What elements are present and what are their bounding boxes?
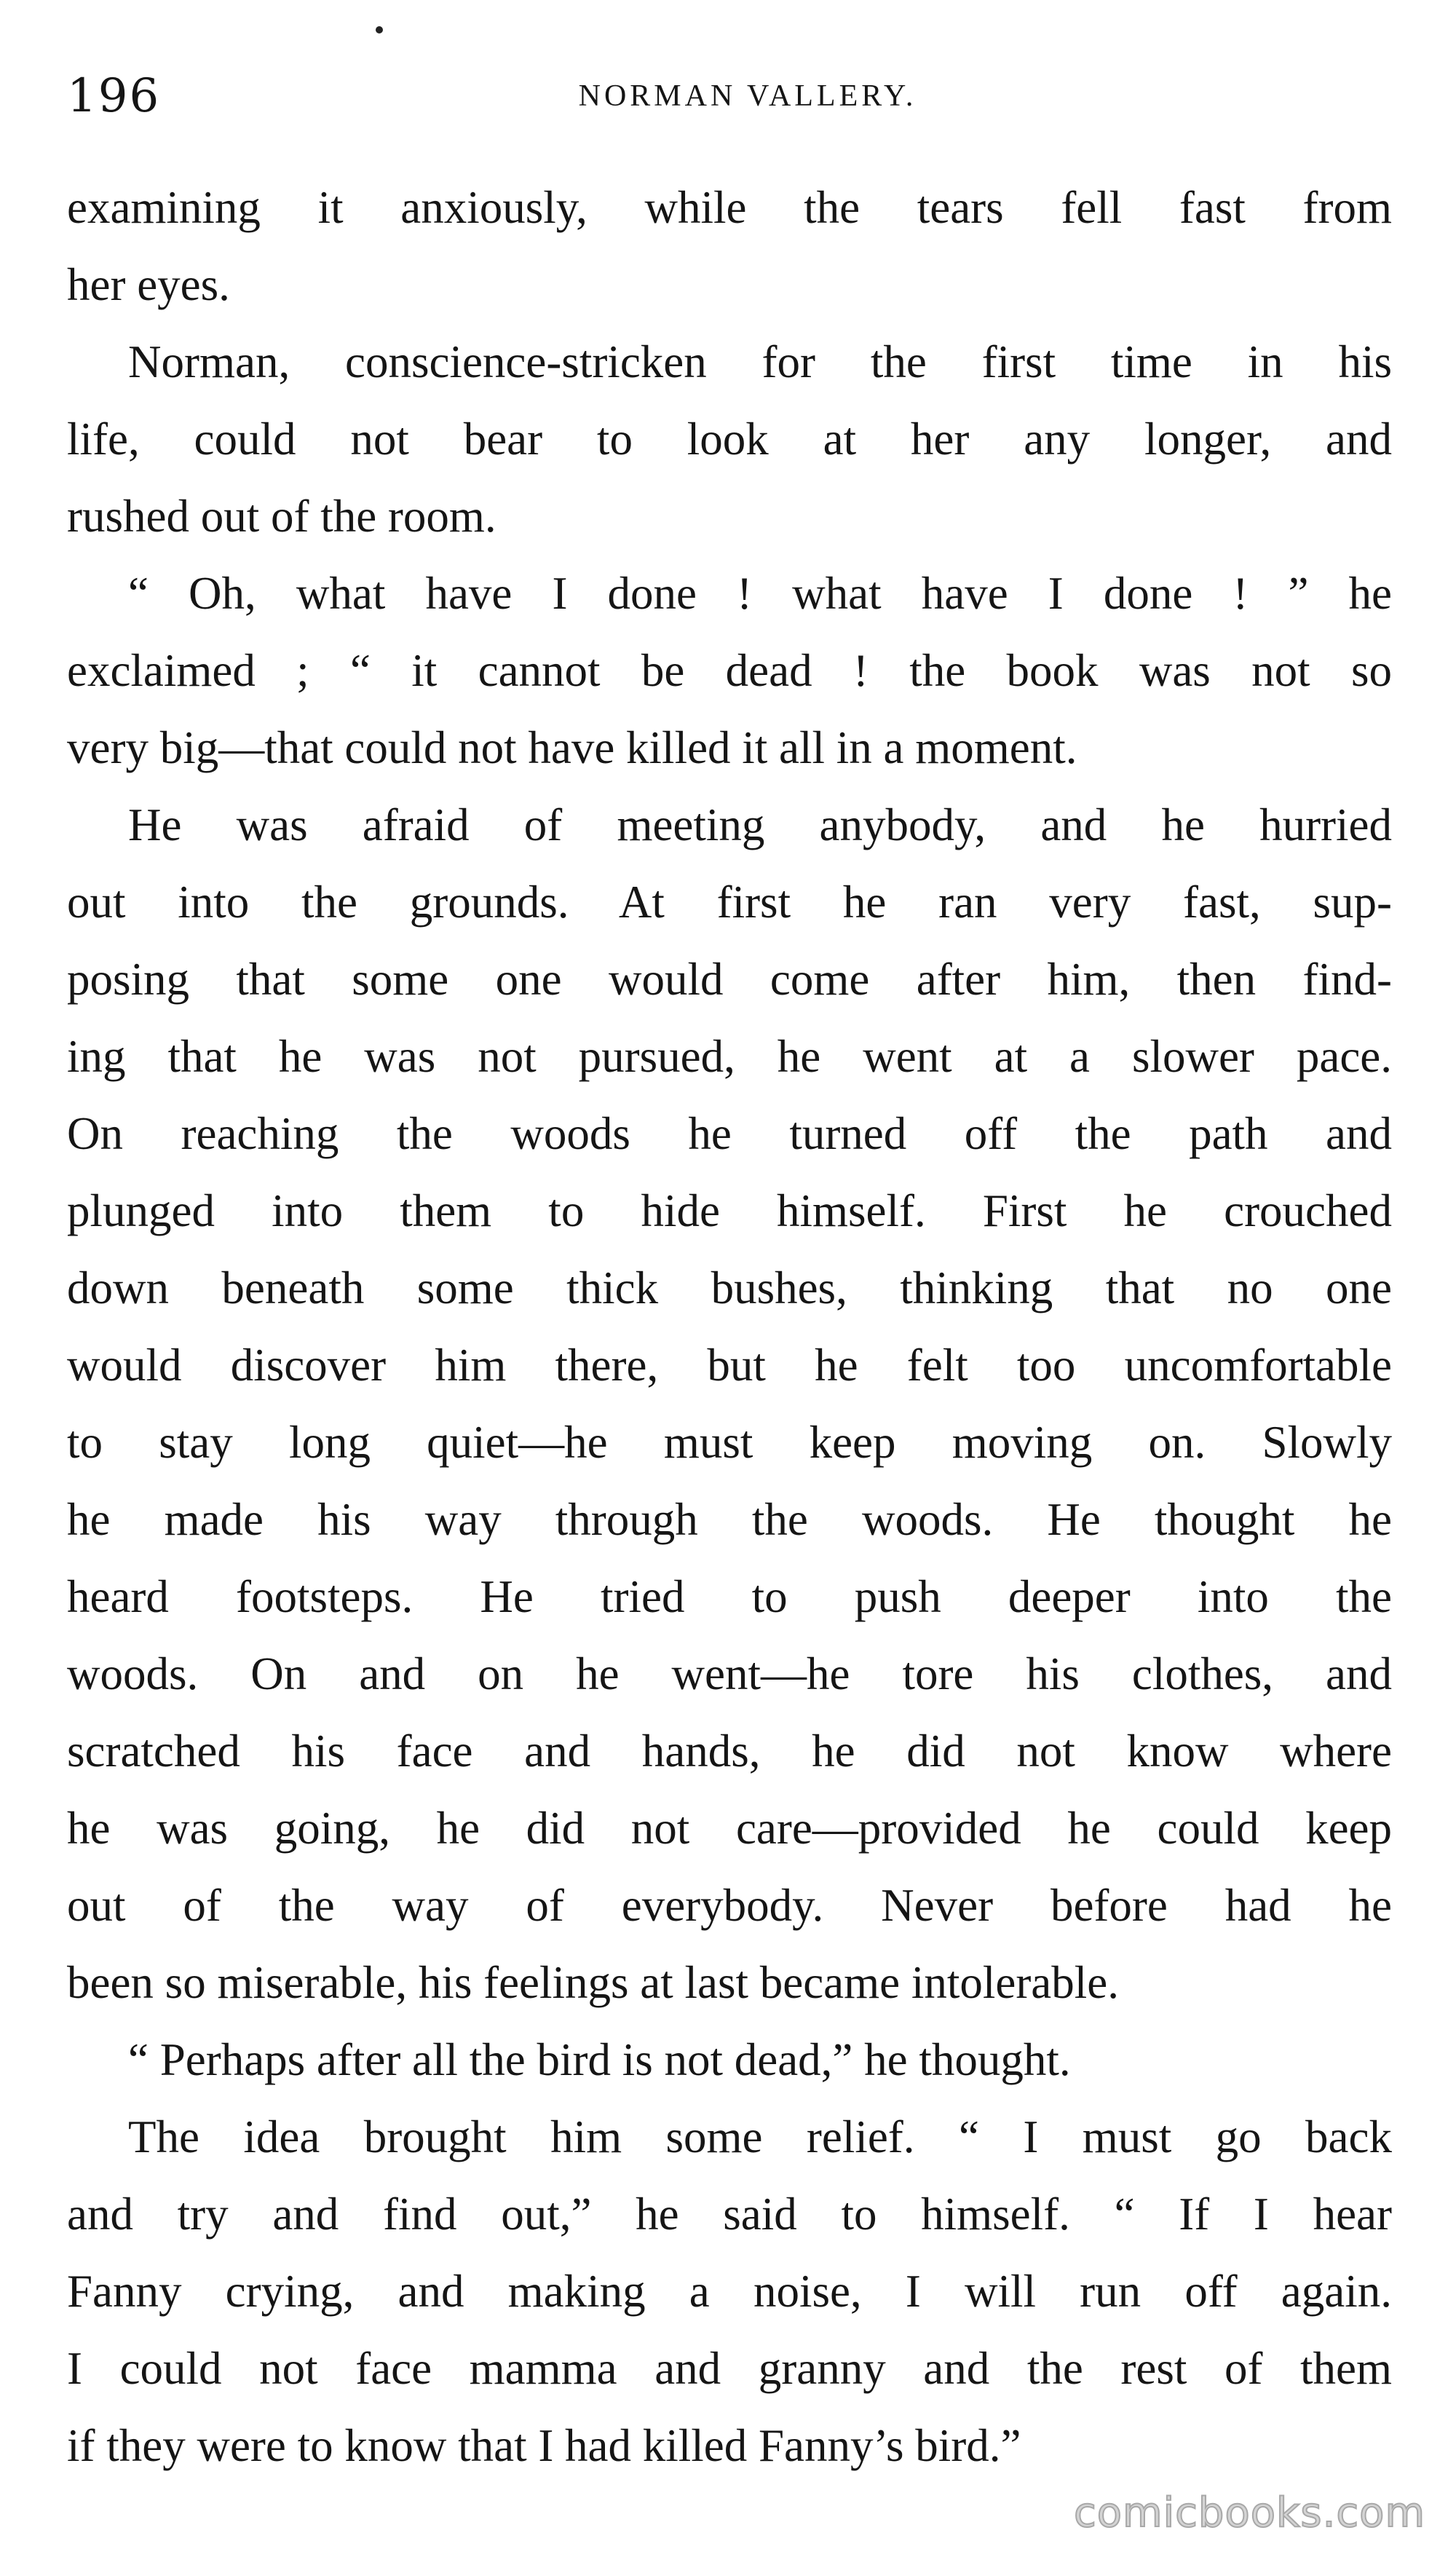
body-text [67,169,1392,2484]
text-line: her eyes. [67,259,230,310]
paragraph [67,323,1392,555]
text-line: rushed out of the room. [67,491,496,542]
text-line: exclaimed ; “ it cannot be dead ! the book was not so [67,645,1392,696]
text-line: The idea brought him some relief. “ I must go back [128,2111,1392,2162]
text-line: “ Oh, what have I done ! what have I done ! ” he [128,568,1392,619]
text-line: “ Perhaps after all the bird is not dead,” he thought. [128,2034,1071,2085]
text-line: scratched his face and hands, he did not know where [67,1726,1392,1777]
watermark: comicbooks.com [1073,2489,1425,2537]
text-line: heard footsteps. He tried to push deeper into the [67,1571,1392,1622]
paragraph [67,555,1392,786]
page-number: 196 [67,69,161,123]
text-line: examining it anxiously, while the tears fell fast from [67,182,1392,233]
text-line: Fanny crying, and making a noise, I will run off again. [67,2266,1392,2317]
text-line: and try and find out,” he said to himself. “ If I hear [67,2189,1392,2240]
text-line: out into the grounds. At first he ran very fast, sup- [67,877,1392,928]
text-line: to stay long quiet—he must keep moving on. Slowly [67,1417,1392,1468]
paragraph [67,2021,1392,2098]
paragraph [67,786,1392,2021]
text-line: life, could not bear to look at her any longer, and [67,414,1392,465]
text-line: been so miserable, his feelings at last became intolerable. [67,1957,1119,2008]
text-line: posing that some one would come after him, then find- [67,954,1392,1005]
text-line: He was afraid of meeting anybody, and he hurried [128,799,1392,850]
text-line: I could not face mamma and granny and the rest of them [67,2343,1392,2394]
text-line: plunged into them to hide himself. First he crouched [67,1185,1392,1236]
text-line: Norman, conscience-stricken for the first time in his [128,336,1392,387]
text-line: very big—that could not have killed it all in a moment. [67,722,1077,773]
text-line: On reaching the woods he turned off the path and [67,1108,1392,1159]
text-line: down beneath some thick bushes, thinking that no one [67,1262,1392,1313]
page-header [67,67,1399,125]
text-line: would discover him there, but he felt too uncomfortable [67,1340,1392,1391]
paragraph [67,2098,1392,2484]
text-line: he made his way through the woods. He thought he [67,1494,1392,1545]
text-line: woods. On and on he went—he tore his clothes, and [67,1648,1392,1699]
paragraph [67,169,1392,323]
text-line: he was going, he did not care—provided he could keep [67,1803,1392,1854]
text-line: if they were to know that I had killed Fanny’s bird.” [67,2420,1021,2471]
text-line: ing that he was not pursued, he went at a slower pace. [67,1031,1392,1082]
running-head: NORMAN VALLERY. [578,79,917,113]
text-line: out of the way of everybody. Never before had he [67,1880,1392,1931]
ink-speck [376,26,383,33]
